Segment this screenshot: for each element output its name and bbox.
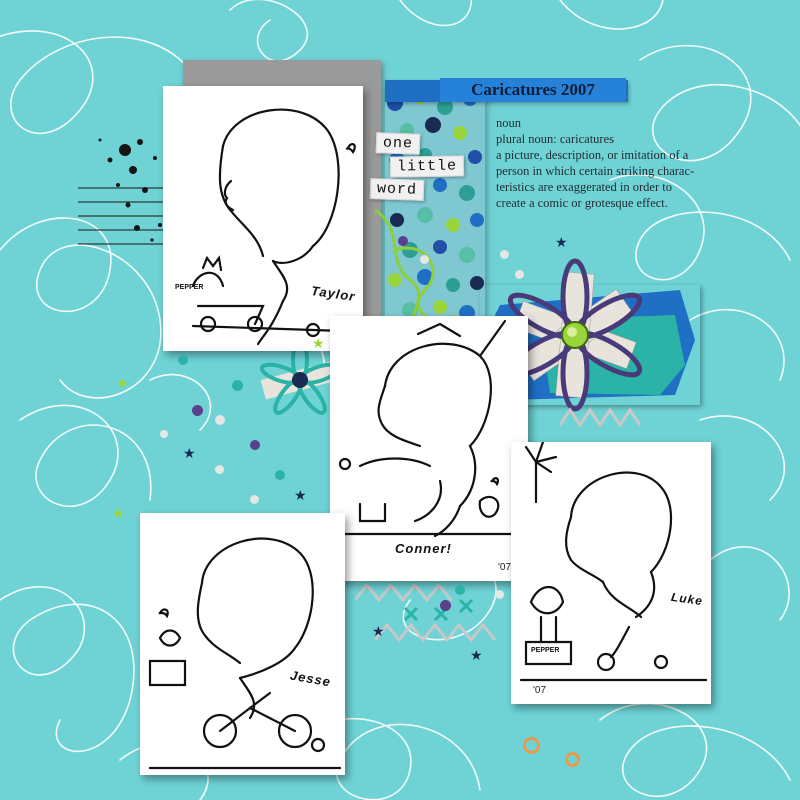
pet-name: PEPPER <box>175 284 204 291</box>
star-icon: ★ <box>470 649 483 664</box>
star-icon: ★ <box>555 236 568 251</box>
star-icon: ★ <box>312 337 325 352</box>
sequin-icon <box>565 752 580 767</box>
sequin-icon <box>215 465 224 474</box>
caricature-drawing <box>511 442 711 704</box>
sequin-icon <box>250 495 259 504</box>
sequin-icon <box>398 236 408 246</box>
year-mark: '07 <box>533 685 547 696</box>
caricature-name: Taylor <box>310 282 357 305</box>
star-icon: ★ <box>112 507 125 522</box>
caricature-name: Conner! <box>395 541 452 556</box>
star-icon: ★ <box>116 377 129 392</box>
year-mark: '07 <box>498 562 512 573</box>
zigzag-ribbon-right <box>560 395 650 445</box>
definition-plural: plural noun: caricatures <box>496 132 615 146</box>
caricature-drawing <box>140 513 345 775</box>
caricature-card-luke <box>511 442 711 704</box>
sequin-icon <box>440 600 451 611</box>
pet-name: PEPPER <box>531 647 560 654</box>
sequin-icon <box>500 250 509 259</box>
sequin-icon <box>178 355 188 365</box>
definition-line: person in which certain striking charac- <box>496 164 695 178</box>
sequin-icon <box>275 470 285 480</box>
sequin-icon <box>515 270 524 279</box>
word-tag-word: word <box>370 178 425 201</box>
sequin-icon <box>495 590 504 599</box>
definition-line: a picture, description, or imitation of a <box>496 148 689 162</box>
sequin-icon <box>250 440 260 450</box>
definition-block <box>496 115 778 211</box>
sequin-icon <box>215 415 225 425</box>
sequin-icon <box>455 585 465 595</box>
definition-part-of-speech: noun <box>496 116 521 130</box>
star-icon: ★ <box>372 625 385 640</box>
word-tag-one: one <box>376 132 421 155</box>
definition-line: create a comic or grotesque effect. <box>496 196 668 210</box>
caricature-card-taylor <box>163 86 363 351</box>
definition-line: teristics are exaggerated in order to <box>496 180 672 194</box>
sequin-icon <box>420 255 429 264</box>
star-icon: ★ <box>183 447 196 462</box>
caricature-drawing <box>163 86 363 351</box>
star-icon: ★ <box>294 489 307 504</box>
sequin-icon <box>232 380 243 391</box>
caricature-card-jesse <box>140 513 345 775</box>
sequin-icon <box>192 405 203 416</box>
word-tag-little: little <box>390 155 464 177</box>
page-title: Caricatures 2007 <box>440 78 626 102</box>
caricature-name: Luke <box>670 589 704 609</box>
sequin-icon <box>160 430 168 438</box>
caricature-card-conner <box>330 316 528 581</box>
sequin-icon <box>523 737 540 754</box>
caricature-name: Jesse <box>289 667 333 690</box>
